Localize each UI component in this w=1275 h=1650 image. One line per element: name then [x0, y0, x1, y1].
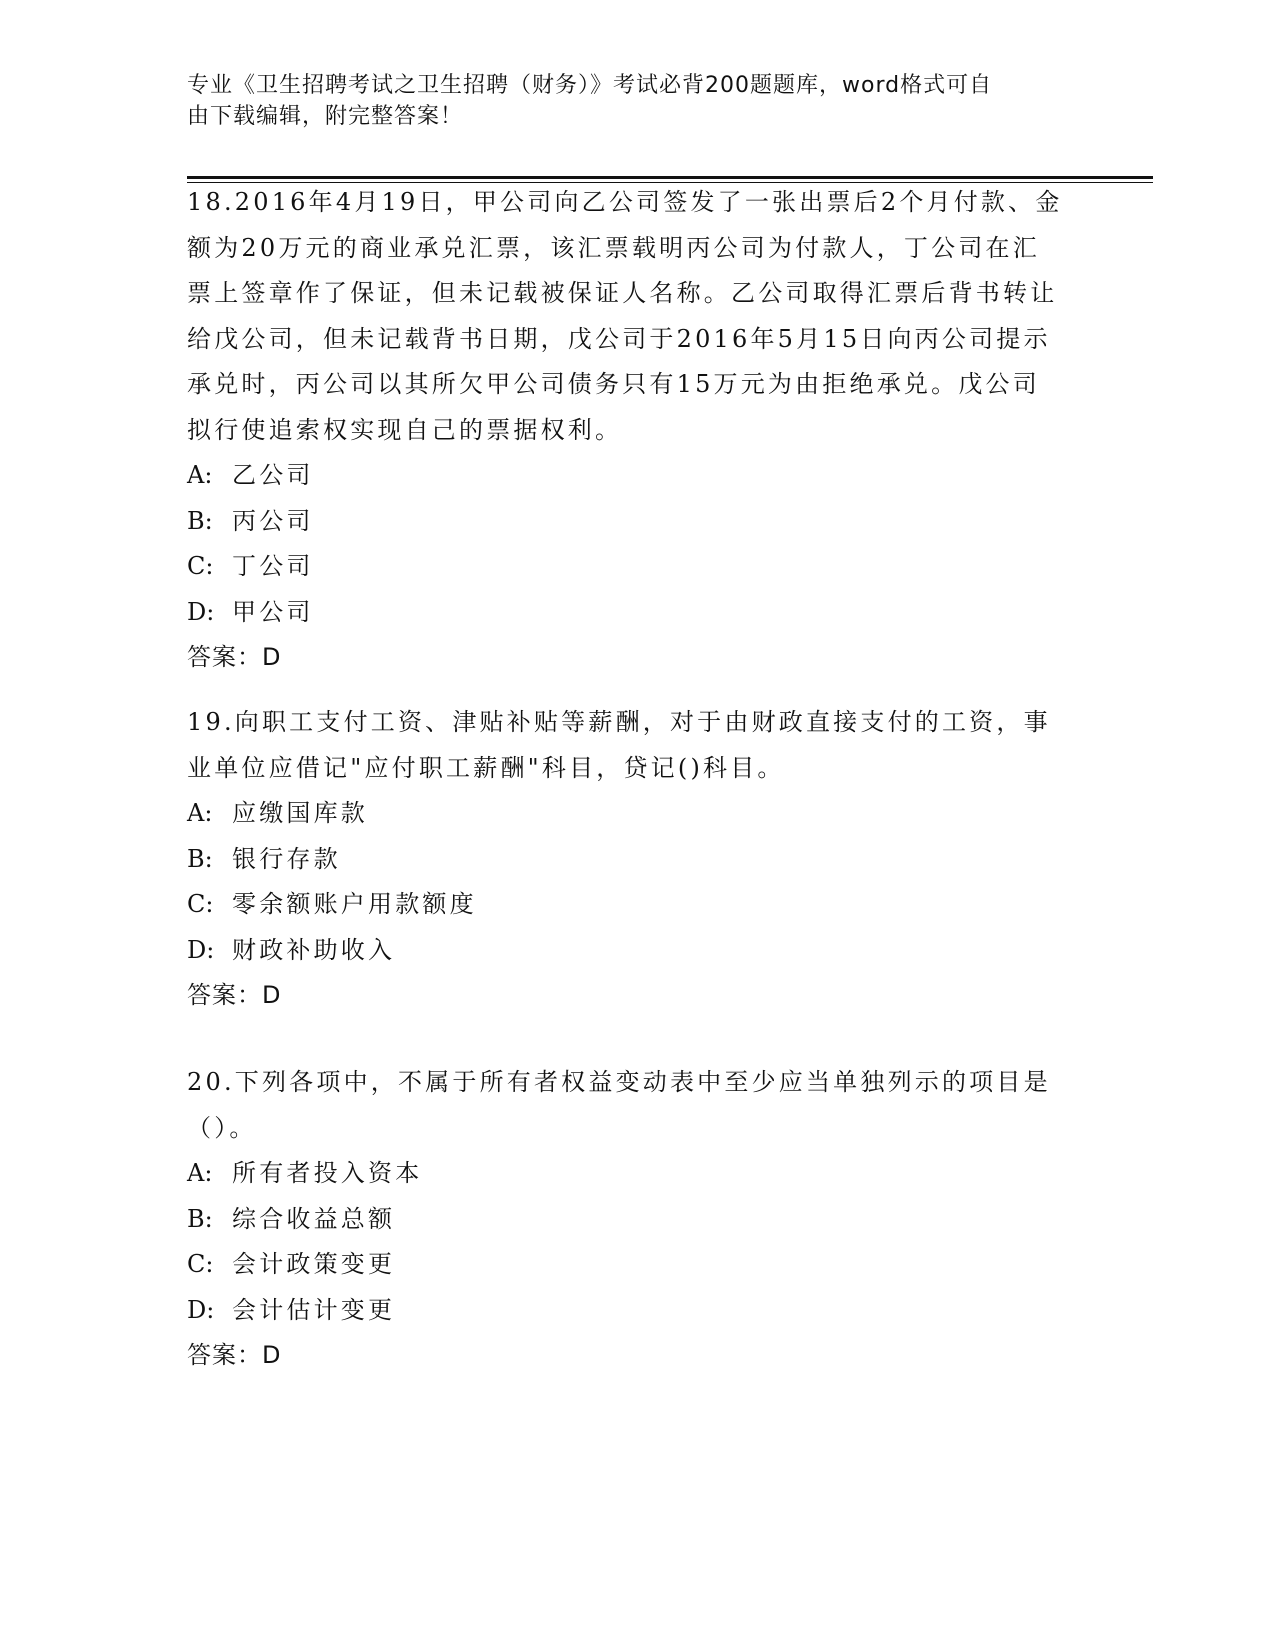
option-text: 财政补助收入 — [232, 935, 396, 964]
question-text: 18.2016年4月19日，甲公司向乙公司签发了一张出票后2个月付款、金额为20万元的商业承兑汇票，该汇票载明丙公司为付款人，丁公司在汇票上签章作了保证，但未记载被保证人名称。乙公司取得汇票后背书转让给戊公司，但未记载背书日期，戊公司于2016年5月15日向丙公司提示承兑时，丙公司以其所欠甲公司债务只有15万元为由拒绝承兑。戊公司拟行使追索权实现自己的票据权利。 — [187, 188, 1063, 444]
answer-line: 答案：D — [187, 1341, 282, 1369]
option-text: 丙公司 — [232, 506, 314, 535]
option-b — [187, 1197, 1067, 1243]
option-c — [187, 882, 1067, 928]
option-letter: B: — [187, 1204, 213, 1233]
header-title-line-1: 专业《卫生招聘考试之卫生招聘（财务）》考试必背200题题库，word格式可自 — [187, 73, 993, 98]
option-text: 乙公司 — [232, 461, 314, 489]
header-divider-thick — [187, 176, 1153, 179]
option-letter: A: — [187, 1159, 213, 1187]
option-c — [187, 1242, 1067, 1288]
option-letter: A: — [187, 461, 213, 489]
question-19 — [187, 700, 1067, 1019]
option-letter: B: — [187, 506, 213, 535]
option-text: 应缴国库款 — [232, 799, 368, 827]
question-18 — [187, 180, 1067, 681]
answer-line: 答案：D — [187, 643, 282, 671]
option-text: 甲公司 — [232, 597, 314, 626]
header-title-line-2: 由下载编辑，附完整答案！ — [187, 104, 464, 129]
option-a — [187, 453, 1067, 499]
option-d — [187, 1288, 1067, 1334]
option-letter: A: — [187, 799, 213, 827]
option-b — [187, 499, 1067, 545]
question-text: 19.向职工支付工资、津贴补贴等薪酬，对于由财政直接支付的工资，事业单位应借记"应付职工薪酬"科目，贷记()科目。 — [187, 708, 1051, 782]
option-letter: D: — [187, 935, 215, 964]
option-text: 会计估计变更 — [232, 1295, 396, 1324]
question-20 — [187, 1060, 1067, 1379]
answer-line: 答案：D — [187, 981, 282, 1009]
option-text: 银行存款 — [232, 844, 341, 873]
option-b — [187, 837, 1067, 883]
option-letter: C: — [187, 1250, 214, 1278]
option-letter: D: — [187, 1295, 215, 1324]
option-a — [187, 791, 1067, 837]
option-letter: D: — [187, 597, 215, 626]
option-letter: B: — [187, 844, 213, 873]
option-letter: C: — [187, 552, 214, 580]
option-text: 所有者投入资本 — [232, 1159, 423, 1187]
option-text: 丁公司 — [232, 552, 314, 580]
option-letter: C: — [187, 890, 214, 918]
option-d — [187, 928, 1067, 974]
option-text: 零余额账户用款额度 — [232, 890, 477, 918]
option-text: 会计政策变更 — [232, 1250, 396, 1278]
option-d — [187, 590, 1067, 636]
question-text: 20.下列各项中，不属于所有者权益变动表中至少应当单独列示的项目是（）。 — [187, 1068, 1051, 1142]
option-a — [187, 1151, 1067, 1197]
option-text: 综合收益总额 — [232, 1204, 396, 1233]
option-c — [187, 544, 1067, 590]
document-header — [187, 70, 1067, 132]
